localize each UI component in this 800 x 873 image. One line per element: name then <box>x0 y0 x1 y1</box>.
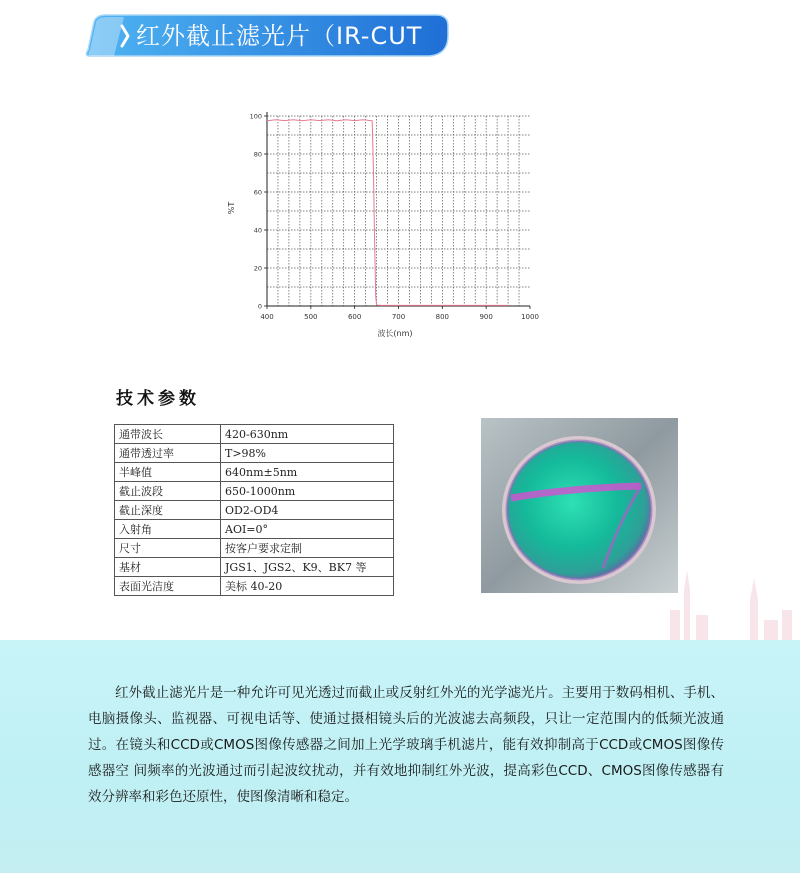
x-tick-label: 700 <box>391 313 406 321</box>
param-key: 尺寸 <box>115 539 221 558</box>
table-row <box>115 558 394 577</box>
param-value: JGS1、JGS2、K9、BK7 等 <box>221 558 394 577</box>
table-row <box>115 425 394 444</box>
param-key: 基材 <box>115 558 221 577</box>
skyline-decoration <box>640 560 800 650</box>
param-value: AOI=0° <box>221 520 394 539</box>
table-row <box>115 444 394 463</box>
table-row <box>115 577 394 596</box>
description-text: 红外截止滤光片是一种允许可见光透过而截止或反射红外光的光学滤光片。主要用于数码相机、手机、电脑摄像头、监视器、可视电话等、使通过摄相镜头后的光波滤去高频段，只让一定范围内的低频光波通过。在镜头和CCD或CMOS图像传感器之间加上光学玻璃手机滤片，能有效抑制高于CCD或CMOS图像传感器空 间频率的光波通过而引起波纹扰动，并有效地抑制红外光波，提高彩色CCD、CMOS图像传感器有效分辨率和彩色还原性，使图像清晰和稳定。 <box>88 685 724 805</box>
x-tick-label: 1000 <box>521 313 539 321</box>
y-tick-label: 80 <box>253 150 262 159</box>
transmission-chart <box>220 104 550 342</box>
params-table <box>114 424 394 596</box>
param-key: 通带透过率 <box>115 444 221 463</box>
page-title: 红外截止滤光片（IR-CUT <box>136 22 423 50</box>
x-tick-label: 900 <box>479 313 493 321</box>
param-value: 420-630nm <box>221 425 394 444</box>
param-key: 通带波长 <box>115 425 221 444</box>
param-value: T>98% <box>221 444 394 463</box>
param-value: 美标 40-20 <box>221 577 394 596</box>
param-value: OD2-OD4 <box>221 501 394 520</box>
param-value: 650-1000nm <box>221 482 394 501</box>
x-tick-label: 500 <box>304 313 318 321</box>
param-key: 入射角 <box>115 520 221 539</box>
y-tick-label: 60 <box>253 188 262 197</box>
params-title: 技术参数 <box>116 389 200 409</box>
param-key: 表面光洁度 <box>115 577 221 596</box>
x-tick-label: 800 <box>435 313 450 321</box>
x-tick-label: 400 <box>260 313 274 321</box>
param-value: 640nm±5nm <box>221 463 394 482</box>
table-row <box>115 501 394 520</box>
y-tick-label: 100 <box>249 112 262 121</box>
table-row <box>115 463 394 482</box>
param-key: 截止深度 <box>115 501 221 520</box>
chart-grid <box>267 116 530 306</box>
x-axis-label: 波长(nm) <box>377 329 413 338</box>
chart-ticks <box>250 113 539 322</box>
y-tick-label: 20 <box>253 264 262 273</box>
y-tick-label: 0 <box>257 302 262 311</box>
x-tick-label: 600 <box>347 313 362 321</box>
param-key: 截止波段 <box>115 482 221 501</box>
table-row <box>115 539 394 558</box>
y-axis-label: %T <box>227 201 236 215</box>
y-tick-label: 40 <box>253 226 262 235</box>
param-value: 按客户要求定制 <box>221 539 394 558</box>
table-row <box>115 482 394 501</box>
param-key: 半峰值 <box>115 463 221 482</box>
table-row <box>115 520 394 539</box>
header-banner <box>84 14 450 58</box>
